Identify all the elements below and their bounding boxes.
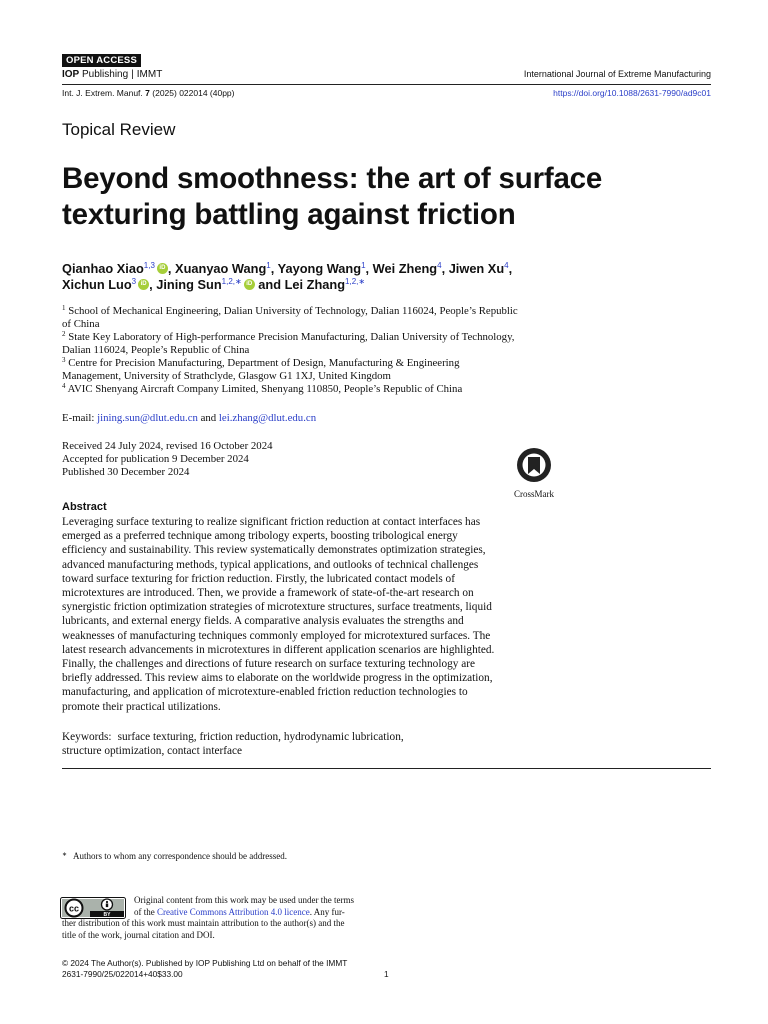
doi-link[interactable]: https://doi.org/10.1088/2631-7990/ad9c01 <box>553 88 711 98</box>
citation-details: (2025) 022014 (40pp) <box>152 88 235 98</box>
publisher-logo: IOP Publishing | IMMT <box>62 69 163 80</box>
abstract-line: weaknesses of manufacturing techniques commonly employed for microtextured surfaces. The <box>62 629 491 642</box>
keywords <box>62 730 482 758</box>
publication-dates <box>62 440 273 479</box>
licence-line: ther distribution of this work must maintain attribution to the author(s) and the <box>62 918 345 928</box>
publisher-name: IOP <box>62 69 80 80</box>
affiliation-item: $^1$ School of Mechanical Engineering, Dalian University of Technology, Dalian 116024, People’s Republic of China <box>62 304 518 330</box>
licence-text <box>62 895 382 941</box>
author-name: Qianhao Xiao <box>62 261 144 276</box>
publisher-suffix: Publishing <box>82 69 129 80</box>
author-affiliation-ref[interactable]: 1 <box>361 261 366 270</box>
author-name: Yayong Wang <box>277 261 362 276</box>
keywords-line: structure optimization, contact interface <box>62 745 243 758</box>
affiliation-item: $^3$ Centre for Precision Manufacturing, Department of Design, Manufacturing & Engineering Management, University of Strathclyde, Glasgow G1 1XJ, United Kingdom <box>62 356 460 382</box>
header-divider <box>62 84 711 85</box>
footnote-text: Authors to whom any correspondence should be addressed. <box>73 851 287 861</box>
keywords-line: surface texturing, friction reduction, hydrodynamic lubrication, <box>117 731 404 743</box>
abstract-line: microtextures are introduced. Then, we provide a framework of state-of-the-art research on <box>62 587 474 600</box>
author-name: Xuanyao Wang <box>175 261 267 276</box>
section-divider <box>62 768 711 769</box>
email-label: E-mail: <box>62 412 98 424</box>
abstract-line: briefly addressed. This review aims to elaborate on the worldwide progress in the optimization, <box>62 672 493 685</box>
email-line <box>62 412 316 424</box>
author-list: Qianhao Xiao$^{1,3}$iD , Xuanyao Wang$^1$, Yayong Wang$^1$, Wei Zheng$^4$, Jiwen Xu$^4$, Xichun Luo$^3$iD , Jining Sun$^{1,2,∗}$iD and Lei Zhang$^{1,2,∗}$ <box>62 261 582 293</box>
citation-volume: 7 <box>145 88 150 98</box>
abstract-line: Leveraging surface texturing to realize significant friction reduction at contact interfaces has <box>62 516 481 528</box>
page-number: 1 <box>384 969 389 979</box>
journal-name: International Journal of Extreme Manufacturing <box>523 69 711 79</box>
abstract-line: promote their practical utilizations. <box>62 700 221 713</box>
abstract-line: manufacturing, and application of microtexture-enabled friction reduction technologies to <box>62 686 468 699</box>
accepted-date: Accepted for publication 9 December 2024 <box>62 453 249 465</box>
open-access-badge: OPEN ACCESS <box>62 54 141 67</box>
copyright-text: © 2024 The Author(s). Published by IOP Publishing Ltd on behalf of the IMMT <box>62 958 348 968</box>
abstract-line: emerged as a preferred technique among tribology experts, boosting tribological energy <box>62 530 458 543</box>
received-date: Received 24 July 2024, revised 16 October 2024 <box>62 440 273 452</box>
author-affiliation-ref[interactable]: 4 <box>504 261 509 270</box>
abstract-line: latest research advancements in microtextures in different application scenarios are highlighted. <box>62 643 495 656</box>
affiliation-list <box>62 305 562 396</box>
email-link[interactable]: lei.zhang@dlut.edu.cn <box>218 412 317 424</box>
footnote-mark: ∗ <box>62 852 68 858</box>
title-line-1: Beyond smoothness: the art of surface <box>62 162 603 195</box>
title-line-2: texturing battling against friction <box>62 198 516 231</box>
abstract-body <box>62 515 557 714</box>
affiliation-item: $^4$ AVIC Shenyang Aircraft Company Limited, Shenyang 110850, People’s Republic of China <box>62 382 463 395</box>
abstract-line: synergistic friction optimization strategies of microtexture structures, surface treatments, liquid <box>62 601 492 614</box>
author-name: Xichun Luo <box>62 277 132 292</box>
abstract-line: advanced manufacturing methods, typical applications, and outlooks of technical challenges <box>62 558 479 571</box>
author-name: Jiwen Xu <box>448 261 505 276</box>
licence-line: of the Creative Commons Attribution 4.0 licence. Any fur- <box>134 906 345 917</box>
licence-line: Original content from this work may be used under the terms <box>134 895 354 905</box>
abstract-line: lubricants, and external energy fields. A comparative analysis evaluates the strengths and <box>62 615 464 628</box>
licence-line: title of the work, journal citation and DOI. <box>62 929 215 940</box>
by-label: BY <box>103 912 111 918</box>
orcid-icon[interactable] <box>244 279 255 290</box>
abstract-line: Finally, the challenges and directions of future research on surface texturing technology are <box>62 658 476 671</box>
article-type: Topical Review <box>62 120 176 139</box>
author-name: Lei Zhang <box>284 277 346 292</box>
crossmark-badge[interactable] <box>509 447 559 499</box>
email-conjunction: and <box>197 412 219 424</box>
author-name: Wei Zheng <box>372 261 438 276</box>
author-affiliation-ref[interactable]: 3 <box>131 277 137 286</box>
affiliation-item: $^2$ State Key Laboratory of High-performance Precision Manufacturing, Dalian University of Technology, Dalian 116024, People’s Republic of China <box>62 330 515 356</box>
author-affiliation-ref[interactable]: 1,2,∗ <box>345 277 366 286</box>
crossmark-label: CrossMark <box>514 489 554 499</box>
crossmark-icon <box>514 447 554 483</box>
publisher-partner: IMMT <box>136 69 163 80</box>
orcid-icon[interactable] <box>157 263 168 274</box>
email-link[interactable]: jining.sun@dlut.edu.cn <box>97 412 198 424</box>
cc-licence-link[interactable]: Creative Commons Attribution 4.0 licence <box>157 906 310 917</box>
author-conjunction: and <box>258 277 285 292</box>
author-affiliation-ref[interactable]: 1,2,∗ <box>221 277 242 286</box>
article-code: 2631-7990/25/022014+40$33.00 <box>62 969 183 979</box>
author-name: Jining Sun <box>156 277 222 292</box>
author-affiliation-ref[interactable]: 1 <box>266 261 271 270</box>
author-affiliation-ref[interactable]: 1,3 <box>143 261 155 270</box>
author-affiliation-ref[interactable]: 4 <box>437 261 442 270</box>
abstract-line: efficiency and sustainability. This review systematically demonstrates optimization strategies, <box>62 544 486 557</box>
keywords-label: Keywords: <box>62 731 112 743</box>
copyright-block <box>62 958 347 980</box>
abstract-line: toward surface texturing for friction reduction. Firstly, the lubricated contact models of <box>62 572 455 585</box>
correspondence-footnote <box>62 851 287 861</box>
published-date: Published 30 December 2024 <box>62 466 190 478</box>
article-title <box>62 161 682 233</box>
citation <box>62 88 235 98</box>
cc-label: cc <box>68 903 80 914</box>
abstract-heading: Abstract <box>62 501 107 513</box>
citation-journal: Int. J. Extrem. Manuf. <box>62 88 143 98</box>
orcid-icon[interactable] <box>138 279 149 290</box>
